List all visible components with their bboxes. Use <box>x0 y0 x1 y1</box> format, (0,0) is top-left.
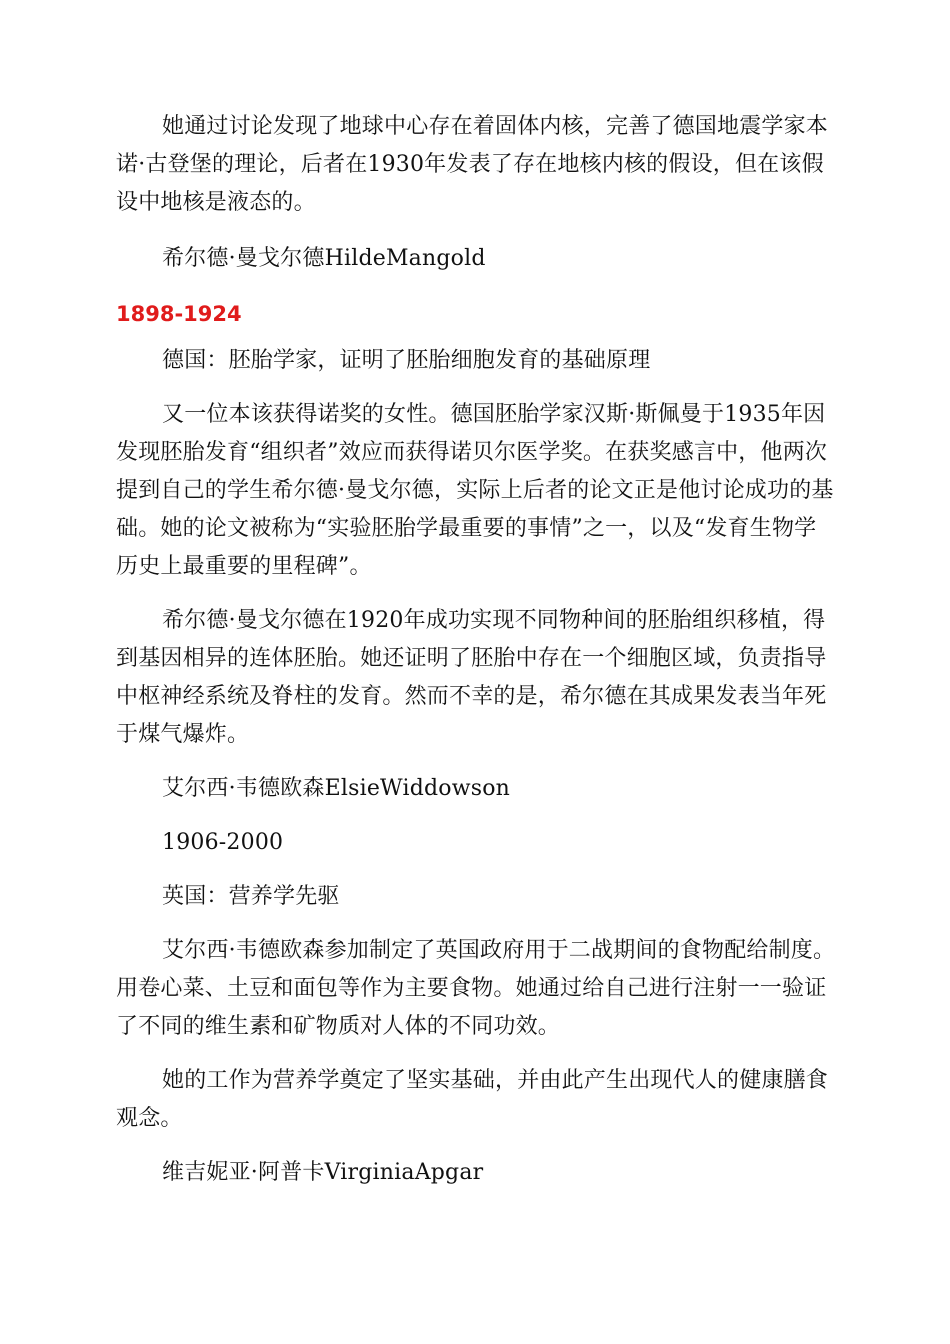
paragraph-organizer-effect: 又一位本该获得诺奖的女性。德国胚胎学家汉斯·斯佩曼于1935年因发现胚胎发育“组织者”效应而获得诺贝尔医学奖。在获奖感言中，他两次提到自己的学生希尔德·曼戈尔德，实际上后者的论文正是他讨论成功的基础。她的论文被称为“实验胚胎学最重要的事情”之一，以及“发育生物学历史上最重要的里程碑”。 <box>116 402 834 579</box>
paragraph-inner-core: 她通过讨论发现了地球中心存在着固体内核，完善了德国地震学家本诺·古登堡的理论，后者在1930年发表了存在地核内核的假设，但在该假设中地核是液态的。 <box>116 114 829 215</box>
paragraph-food-rationing: 艾尔西·韦德欧森参加制定了英国政府用于二战期间的食物配给制度。用卷心菜、土豆和面包等作为主要食物。她通过给自己进行注射一一验证了不同的维生素和矿物质对人体的不同功效。 <box>116 938 836 1039</box>
role-hilde-mangold: 德国：胚胎学家，证明了胚胎细胞发育的基础原理 <box>162 348 651 373</box>
heading-virginia-apgar: 维吉妮亚·阿普卡VirginiaApgar <box>162 1160 484 1185</box>
paragraph-tissue-transplant: 希尔德·曼戈尔德在1920年成功实现不同物种间的胚胎组织移植，得到基因相异的连体胚胎。她还证明了胚胎中存在一个细胞区域，负责指导中枢神经系统及脊柱的发育。然而不幸的是，希尔德在其成果发表当年死于煤气爆炸。 <box>116 608 827 747</box>
years-elsie-widdowson: 1906-2000 <box>162 830 284 855</box>
heading-hilde-mangold: 希尔德·曼戈尔德HildeMangold <box>162 246 486 271</box>
paragraph-nutrition-foundation: 她的工作为营养学奠定了坚实基础，并由此产生出现代人的健康膳食观念。 <box>116 1068 829 1131</box>
years-hilde-mangold: 1898-1924 <box>116 302 242 326</box>
role-elsie-widdowson: 英国：营养学先驱 <box>162 884 340 909</box>
heading-elsie-widdowson: 艾尔西·韦德欧森ElsieWiddowson <box>162 776 511 801</box>
